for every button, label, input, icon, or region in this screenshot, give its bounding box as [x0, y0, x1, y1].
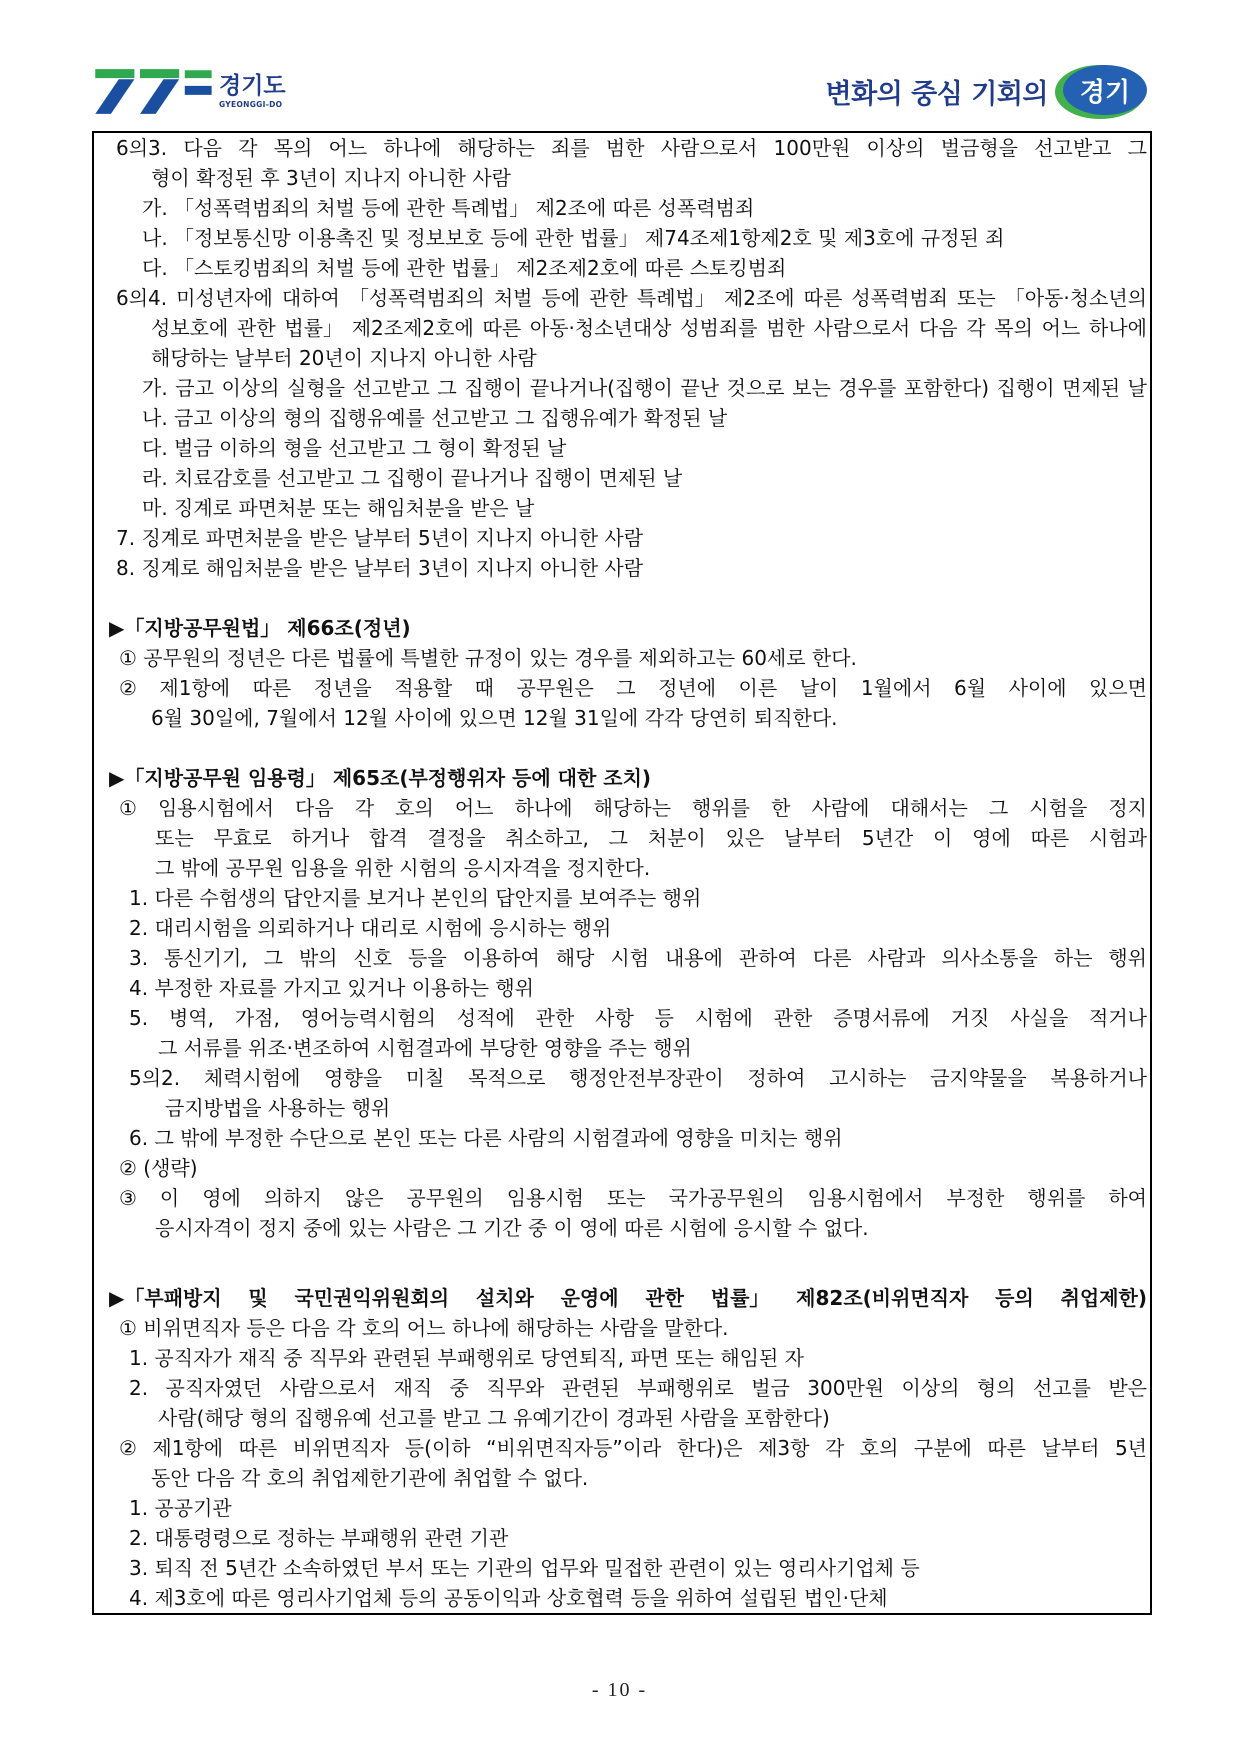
provision-line: 성보호에 관한 법률」 제2조제2호에 따른 아동·청소년대상 성범죄를 범한 사람으로서 다음 각 목의 어느 하나에: [151, 316, 1147, 340]
continued-provisions: [94, 133, 1150, 583]
article-line: 응시자격이 정지 중에 있는 사람은 그 기간 중 이 영에 따른 시험에 응시할 수 없다.: [155, 1216, 869, 1240]
slogan: [826, 62, 1150, 120]
organization-logo: [95, 68, 286, 115]
article-line: 2. 공직자였던 사람으로서 재직 중 직무와 관련된 부패행위로 벌금 300만원 이상의 형의 선고를 받은: [129, 1376, 1147, 1400]
provision-line: 나. 금고 이상의 형의 집행유예를 선고받고 그 집행유예가 확정된 날: [142, 406, 728, 430]
provision-line: 형이 확정된 후 3년이 지나지 아니한 사람: [151, 166, 511, 190]
provision-line: 가. 금고 이상의 실형을 선고받고 그 집행이 끝나거나(집행이 끝난 것으로 보는 경우를 포함한다) 집행이 면제된 날: [142, 376, 1147, 400]
article-line: ② 제1항에 따른 정년을 적용할 때 공무원은 그 정년에 이른 날이 1월에서 6월 사이에 있으면: [119, 676, 1147, 700]
article-line: 4. 제3호에 따른 영리사기업체 등의 공동이익과 상호협력 등을 위하여 설립된 법인·단체: [129, 1586, 888, 1610]
article-line: 그 밖에 공무원 임용을 위한 시험의 응시자격을 정지한다.: [155, 856, 651, 880]
article-line: 5. 병역, 가점, 영어능력시험의 성적에 관한 사항 등 시험에 관한 증명서류에 거짓 사실을 적거나: [129, 1006, 1147, 1030]
article-line: ② 제1항에 따른 비위면직자 등(이하 “비위면직자등”이라 한다)은 제3항 각 호의 구분에 따른 날부터 5년: [119, 1436, 1147, 1460]
article-heading: ▶「부패방지 및 국민권익위원회의 설치와 운영에 관한 법률」 제82조(비위면직자 등의 취업제한): [109, 1286, 1147, 1310]
article-line: 또는 무효로 하거나 합격 결정을 취소하고, 그 처분이 있은 날부터 5년간 이 영에 따른 시험과: [155, 826, 1147, 850]
slogan-text: 변화의 중심 기회의: [825, 78, 1048, 110]
provision-line: 해당하는 날부터 20년이 지나지 아니한 사람: [151, 346, 537, 370]
article-line: 3. 통신기기, 그 밖의 신호 등을 이용하여 해당 시험 내용에 관하여 다른 사람과 의사소통을 하는 행위: [129, 946, 1147, 970]
legal-text-frame: [92, 131, 1152, 1615]
page-number: - 10 -: [591, 1679, 648, 1701]
provision-line: 마. 징계로 파면처분 또는 해임처분을 받은 날: [142, 496, 535, 520]
article-line: 6월 30일에, 7월에서 12월 사이에 있으면 12월 31일에 각각 당연히 퇴직한다.: [151, 706, 838, 730]
article-line: 1. 공공기관: [129, 1496, 232, 1520]
article-local-public-officials-act-66: [94, 613, 1150, 733]
article-line: 2. 대리시험을 의뢰하거나 대리로 시험에 응시하는 행위: [129, 916, 612, 940]
provision-line: 6의4. 미성년자에 대하여 「성폭력범죄의 처벌 등에 관한 특례법」 제2조에 따른 성폭력범죄 또는 「아동·청소년의: [116, 286, 1147, 310]
article-line: 금지방법을 사용하는 행위: [165, 1096, 391, 1120]
logo-wordmark: [219, 73, 286, 110]
provision-line: 8. 징계로 해임처분을 받은 날부터 3년이 지나지 아니한 사람: [116, 556, 644, 580]
article-line: 2. 대통령령으로 정하는 부패행위 관련 기관: [129, 1526, 509, 1550]
gyeonggi-logo-icon: [95, 68, 213, 115]
slogan-badge-text: 경기: [1079, 77, 1131, 108]
article-line: ② (생략): [119, 1156, 198, 1180]
article-line: 동안 다음 각 호의 취업제한기관에 취업할 수 없다.: [151, 1466, 589, 1490]
article-anti-corruption-act-82: [94, 1283, 1150, 1613]
provision-line: 라. 치료감호를 선고받고 그 집행이 끝나거나 집행이 면제된 날: [142, 466, 683, 490]
article-line: 1. 공직자가 재직 중 직무와 관련된 부패행위로 당연퇴직, 파면 또는 해임된 자: [129, 1346, 804, 1370]
article-heading: ▶「지방공무원법」 제66조(정년): [109, 616, 411, 640]
article-local-public-officials-appointment-decree-65: [94, 763, 1150, 1243]
provision-line: 나. 「정보통신망 이용촉진 및 정보보호 등에 관한 법률」 제74조제1항제2호 및 제3호에 규정된 죄: [142, 226, 1005, 250]
article-line: ① 임용시험에서 다음 각 호의 어느 하나에 해당하는 행위를 한 사람에 대해서는 그 시험을 정지: [119, 796, 1147, 820]
organization-name-english: GYEONGGI-DO: [219, 100, 283, 109]
article-line: 4. 부정한 자료를 가지고 있거나 이용하는 행위: [129, 976, 534, 1000]
provision-line: 가. 「성폭력범죄의 처벌 등에 관한 특례법」 제2조에 따른 성폭력범죄: [142, 196, 755, 220]
provision-line: 다. 「스토킹범죄의 처벌 등에 관한 법률」 제2조제2호에 따른 스토킹범죄: [142, 256, 787, 280]
article-line: ① 공무원의 정년은 다른 법률에 특별한 규정이 있는 경우를 제외하고는 60세로 한다.: [119, 646, 857, 670]
organization-name: 경기도: [219, 73, 286, 99]
slogan-badge: [1054, 62, 1150, 120]
article-line: ③ 이 영에 의하지 않은 공무원의 임용시험 또는 국가공무원의 임용시험에서 부정한 행위를 하여: [119, 1186, 1147, 1210]
provision-line: 다. 벌금 이하의 형을 선고받고 그 형이 확정된 날: [142, 436, 567, 460]
provision-line: 7. 징계로 파면처분을 받은 날부터 5년이 지나지 아니한 사람: [116, 526, 644, 550]
article-line: 5의2. 체력시험에 영향을 미칠 목적으로 행정안전부장관이 정하여 고시하는 금지약물을 복용하거나: [129, 1066, 1147, 1090]
article-line: 6. 그 밖에 부정한 수단으로 본인 또는 다른 사람의 시험결과에 영향을 미치는 행위: [129, 1126, 843, 1150]
article-heading: ▶「지방공무원 임용령」 제65조(부정행위자 등에 대한 조치): [109, 766, 652, 790]
article-line: 그 서류를 위조·변조하여 시험결과에 부당한 영향을 주는 행위: [158, 1036, 692, 1060]
article-line: ① 비위면직자 등은 다음 각 호의 어느 하나에 해당하는 사람을 말한다.: [119, 1316, 729, 1340]
provision-line: 6의3. 다음 각 목의 어느 하나에 해당하는 죄를 범한 사람으로서 100만원 이상의 벌금형을 선고받고 그: [116, 136, 1147, 160]
article-line: 사람(해당 형의 집행유예 선고를 받고 그 유예기간이 경과된 사람을 포함한다): [158, 1406, 830, 1430]
article-line: 3. 퇴직 전 5년간 소속하였던 부서 또는 기관의 업무와 밀접한 관련이 있는 영리사기업체 등: [129, 1556, 920, 1580]
article-line: 1. 다른 수험생의 답안지를 보거나 본인의 답안지를 보여주는 행위: [129, 886, 702, 910]
